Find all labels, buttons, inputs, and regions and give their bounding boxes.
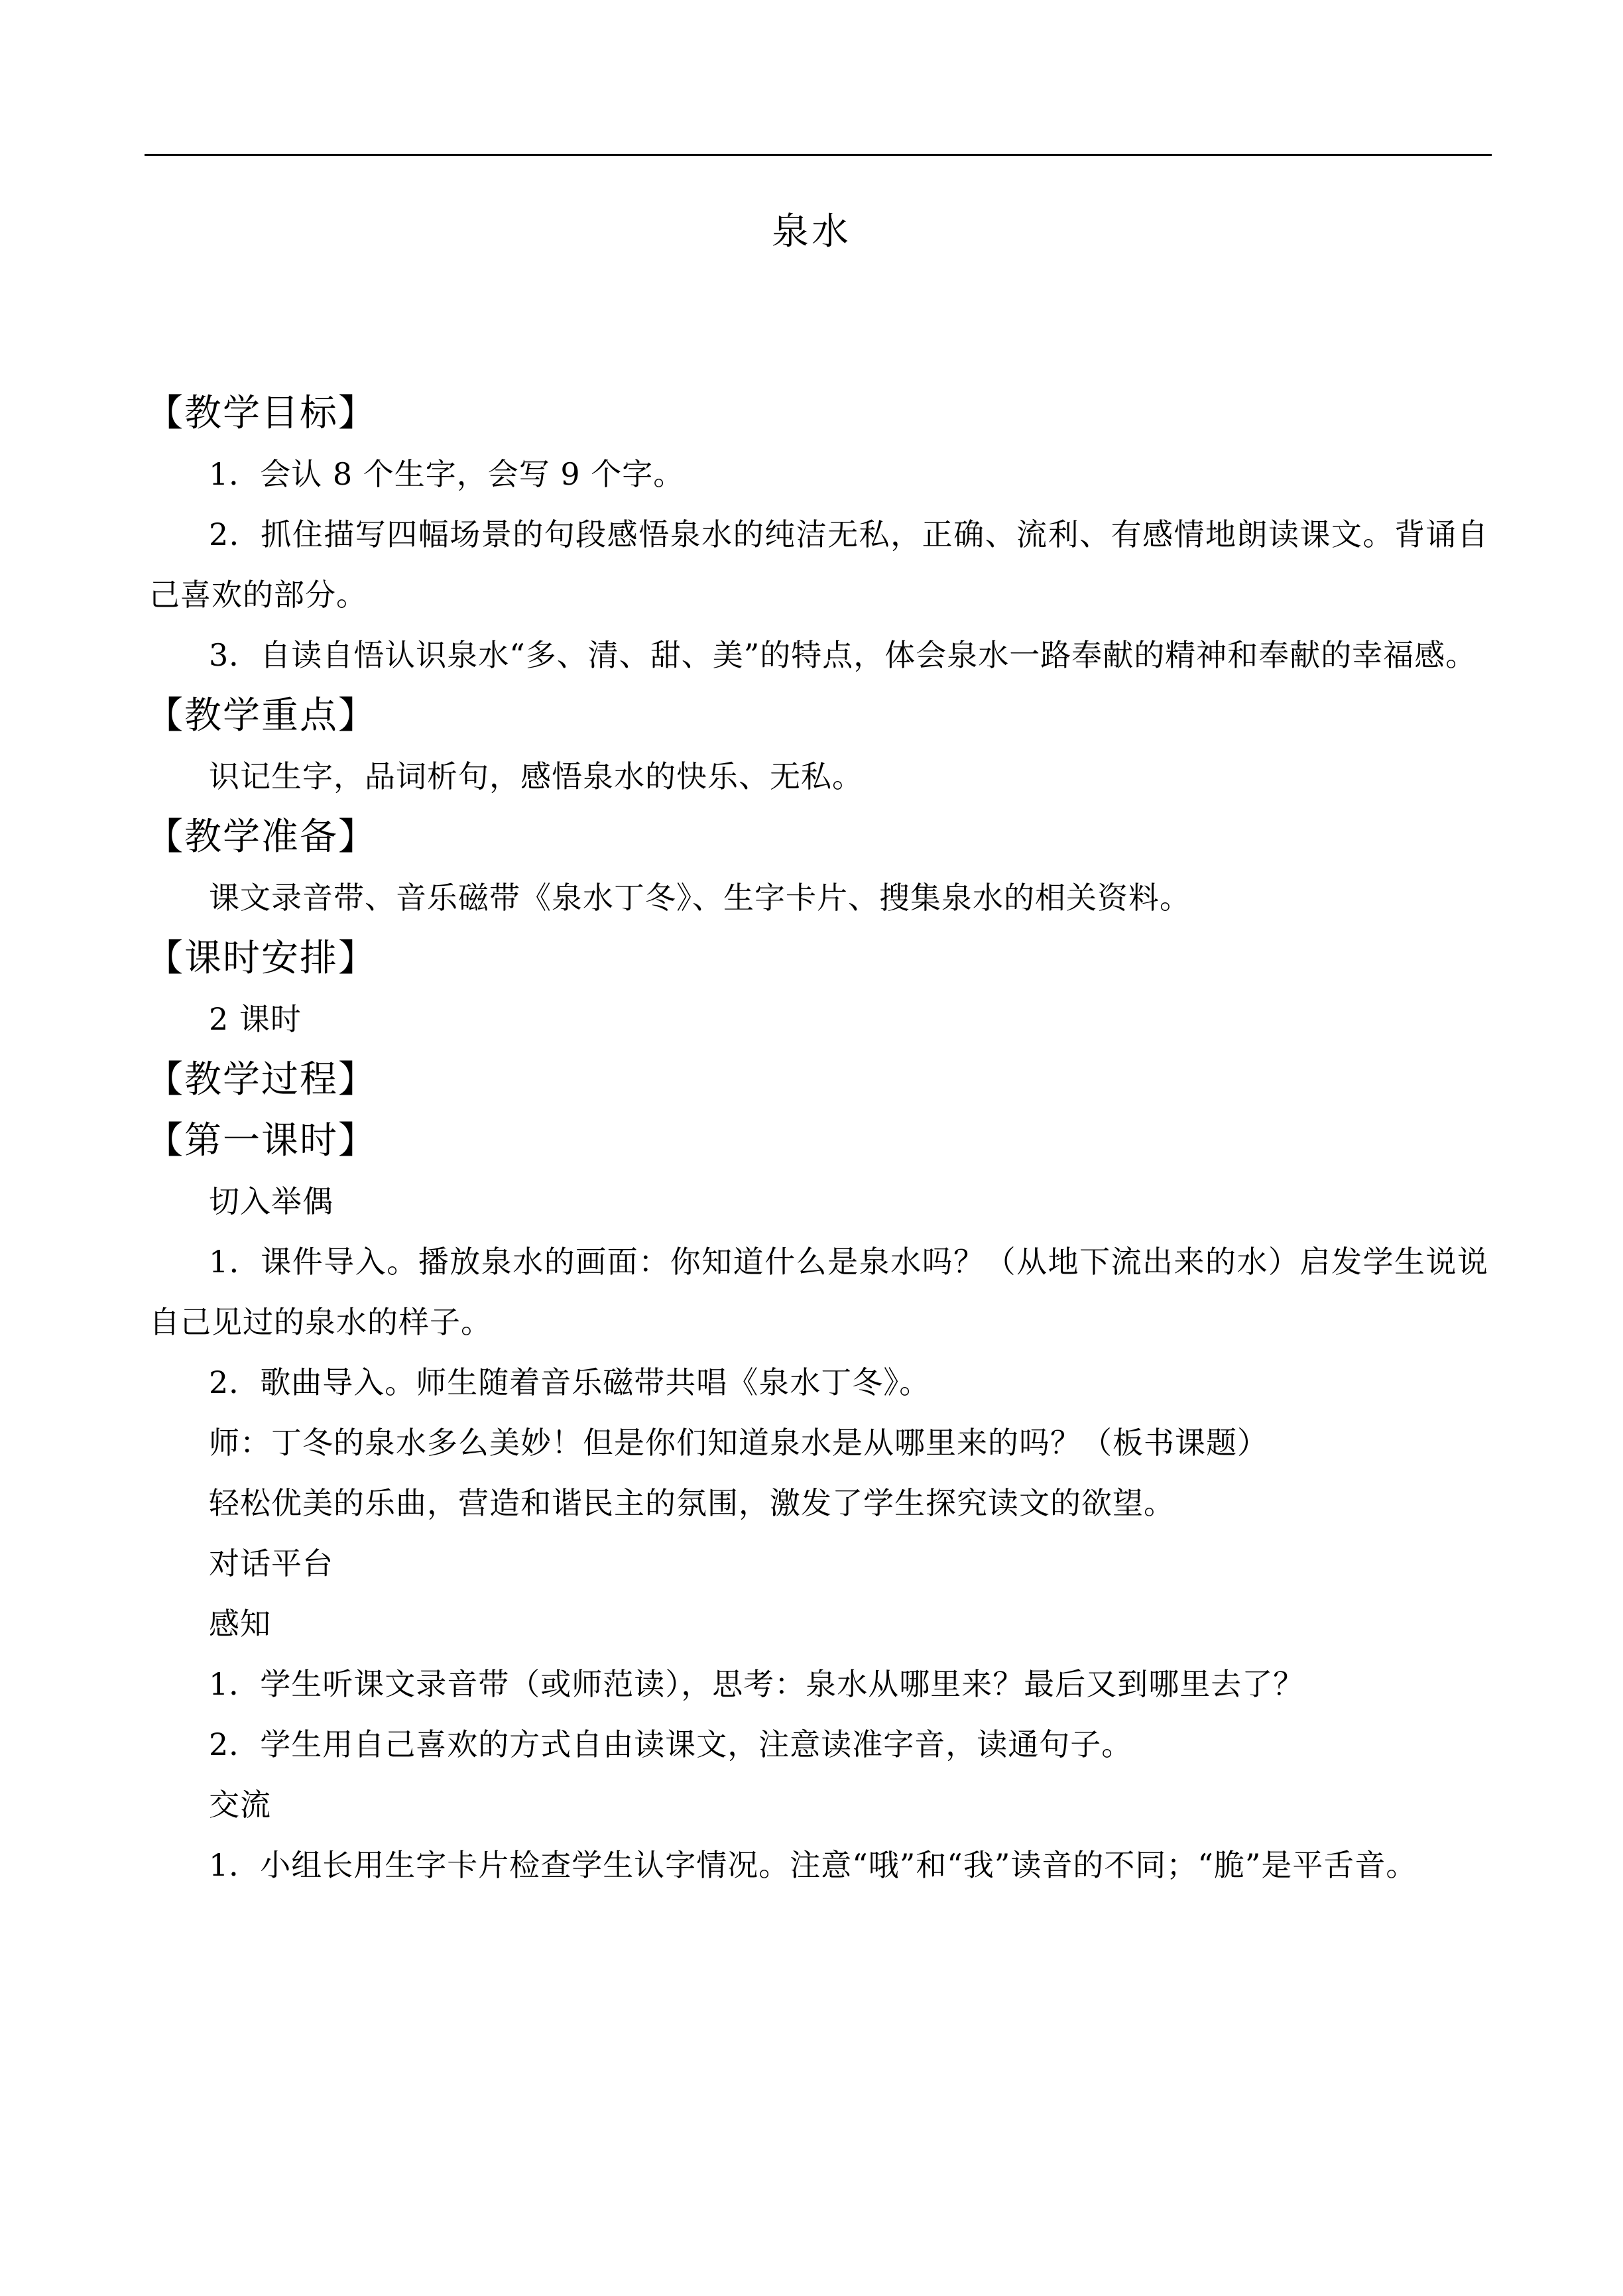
- paragraph: 3．自读自悟认识泉水“多、清、甜、美”的特点，体会泉水一路奉献的精神和奉献的幸福感。: [209, 637, 1477, 673]
- paragraph: 2．抓住描写四幅场景的句段感悟泉水的纯洁无私，正确、流利、有感情地朗读课文。背诵自己喜欢的部分。: [149, 516, 1488, 613]
- paragraph: 1．课件导入。播放泉水的画面：你知道什么是泉水吗？（从地下流出来的水）启发学生说说自己见过的泉水的样子。: [149, 1244, 1488, 1340]
- section-heading-schedule: 【课时安排】: [146, 937, 377, 980]
- section-heading-key-points: 【教学重点】: [146, 694, 377, 737]
- paragraph: 轻松优美的乐曲，营造和谐民主的氛围，激发了学生探究读文的欲望。: [209, 1485, 1175, 1521]
- paragraph: 对话平台: [209, 1545, 333, 1581]
- paragraph: 切入举偶: [209, 1183, 333, 1219]
- paragraph: 2 课时: [209, 1001, 302, 1037]
- paragraph: 2．歌曲导入。师生随着音乐磁带共唱《泉水丁冬》。: [209, 1364, 931, 1400]
- paragraph: 1．学生听课文录音带（或师范读），思考：泉水从哪里来？最后又到哪里去了？: [209, 1666, 1305, 1702]
- section-heading-process: 【教学过程】: [146, 1058, 377, 1101]
- document-title: 泉水: [772, 210, 851, 253]
- header-rule: [145, 154, 1492, 156]
- paragraph: 感知: [209, 1606, 271, 1642]
- section-heading-first-lesson: 【第一课时】: [146, 1119, 377, 1162]
- document-body: [146, 383, 1488, 1896]
- paragraph: 课文录音带、音乐磁带《泉水丁冬》、生字卡片、搜集泉水的相关资料。: [209, 880, 1191, 916]
- paragraph: 师：丁冬的泉水多么美妙！但是你们知道泉水是从哪里来的吗？（板书课题）: [209, 1425, 1268, 1461]
- section-heading-objectives: 【教学目标】: [146, 392, 377, 435]
- paragraph: 1．小组长用生字卡片检查学生认字情况。注意“哦”和“我”读音的不同；“脆”是平舌音。: [209, 1847, 1417, 1883]
- paragraph: 1．会认 8 个生字，会写 9 个字。: [209, 456, 685, 492]
- paragraph: 识记生字，品词析句，感悟泉水的快乐、无私。: [209, 758, 863, 794]
- section-heading-preparation: 【教学准备】: [146, 816, 377, 859]
- paragraph: 交流: [209, 1787, 271, 1823]
- paragraph: 2．学生用自己喜欢的方式自由读课文，注意读准字音，读通句子。: [209, 1726, 1133, 1762]
